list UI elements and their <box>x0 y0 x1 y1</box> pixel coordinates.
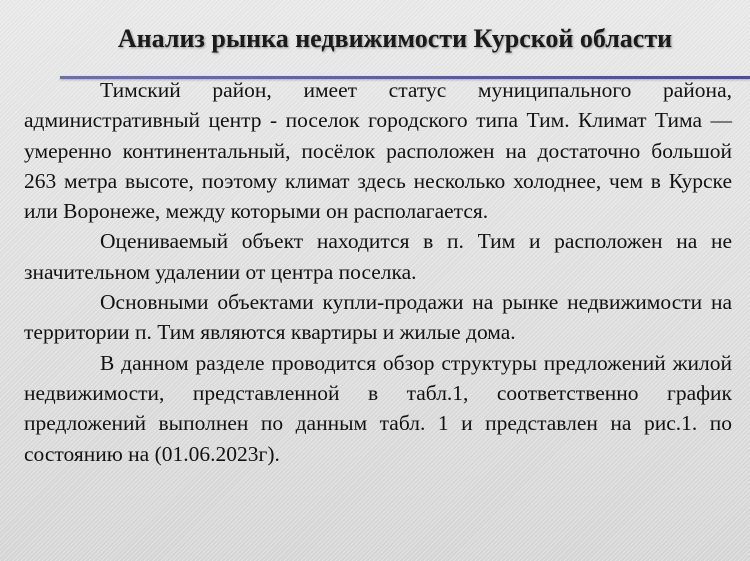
paragraph-section-overview: В данном разделе проводится обзор структуры предложений жилой недвижимости, представленной в табл.1, соответственно график предложений выполнен по данным табл. 1 и представлен на рис.1. по состоянию на (01.06.2023г). <box>24 350 732 466</box>
paragraph-district: Тимский район, имеет статус муниципального района, административный центр - поселок городского типа Тим. Климат Тима — умеренно континентальный, посёлок расположен на достаточно большой 263 метра высоте, поэтому климат здесь несколько холоднее, чем в Курске или Воронеже, между которыми он располагается. <box>24 78 732 224</box>
paragraph-object-location: Оцениваемый объект находится в п. Тим и расположен на не значительном удалении от центра поселка. <box>24 229 732 284</box>
slide-title: Анализ рынка недвижимости Курской области <box>117 24 673 53</box>
paragraph-main-objects: Основными объектами купли-продажи на рынке недвижимости на территории п. Тим являются квартиры и жилые дома. <box>24 290 732 345</box>
slide-body <box>24 75 732 469</box>
